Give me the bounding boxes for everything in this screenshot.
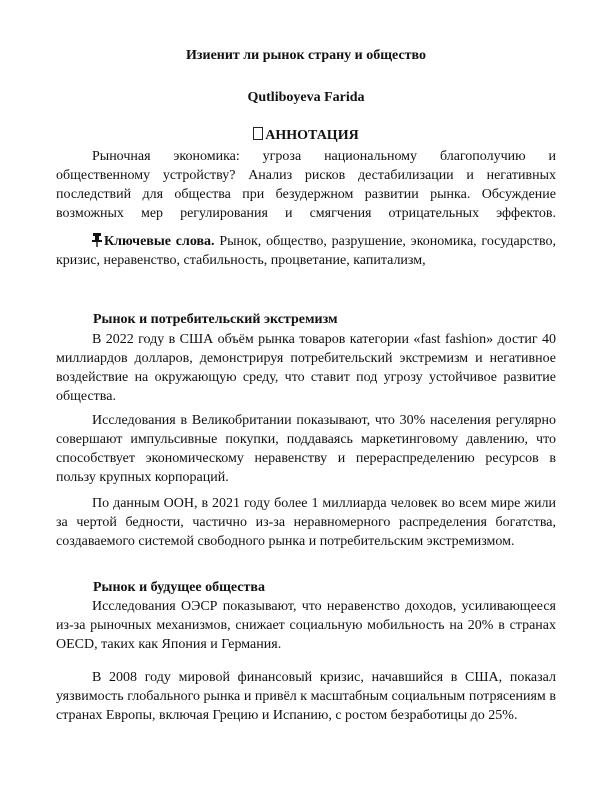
section-heading-future-of-society: Рынок и будущее общества bbox=[93, 580, 265, 595]
section-1-paragraph-2: Исследования в Великобритании показывают, что 30% населения регулярно совершают импульсивные покупки, поддаваясь маркетинговому давлению, что способствует экономическому неравенству и перераспределению ресурсов в пользу крупных корпораций. bbox=[56, 413, 556, 485]
keywords-label: Ключевые слова. bbox=[104, 234, 215, 249]
checkbox-glyph-icon bbox=[253, 127, 263, 140]
abstract-heading bbox=[0, 127, 612, 144]
abstract-heading-text: АННОТАЦИЯ bbox=[265, 128, 359, 143]
section-2-paragraph-2: В 2008 году мировой финансовый кризис, начавшийся в США, показал уязвимость глобального рынка и привёл к масштабным социальным потрясениям в странах Европы, включая Грецию и Испанию, с ростом безработицы до 25%. bbox=[56, 670, 556, 723]
section-2-paragraph-1: Исследования ОЭСР показывают, что неравенство доходов, усиливающееся из-за рыночных механизмов, снижает социальную мобильность на 20% в странах OECD, таких как Япония и Германия. bbox=[56, 599, 556, 652]
author-name: Qutliboyeva Farida bbox=[247, 90, 365, 105]
document-title: Изиенит ли рынок страну и общество bbox=[185, 48, 427, 63]
abstract-text: Рыночная экономика: угроза национальному благополучию и общественному устройству? Анализ рисков дестабилизации и негативных последствий для общества при безудержном развитии рынка. Обсуждение возможных мер регулирования и смягчения отрицательных эффектов. bbox=[56, 149, 556, 221]
section-1-paragraph-3: По данным ООН, в 2021 году более 1 миллиарда человек во всем мире жили за чертой бедности, частично из-за неравномерного распределения богатства, создаваемого системой свободного рынка и потребительским экстремизмом. bbox=[56, 496, 556, 549]
keywords-text: Рынок, общество, разрушение, экономика, государство, кризис, неравенство, стабильность, процветание, капитализм, bbox=[56, 234, 557, 268]
section-heading-consumer-extremism: Рынок и потребительский экстремизм bbox=[93, 312, 338, 327]
section-1-paragraph-1: В 2022 году в США объём рынка товаров категории «fast fashion» достиг 40 миллиардов долларов, демонстрируя потребительский экстремизм и негативное воздействие на окружающую среду, что ставит под угрозу устойчивое развитие общества. bbox=[56, 332, 556, 404]
pushpin-icon bbox=[92, 233, 102, 247]
keywords-paragraph bbox=[56, 232, 556, 270]
